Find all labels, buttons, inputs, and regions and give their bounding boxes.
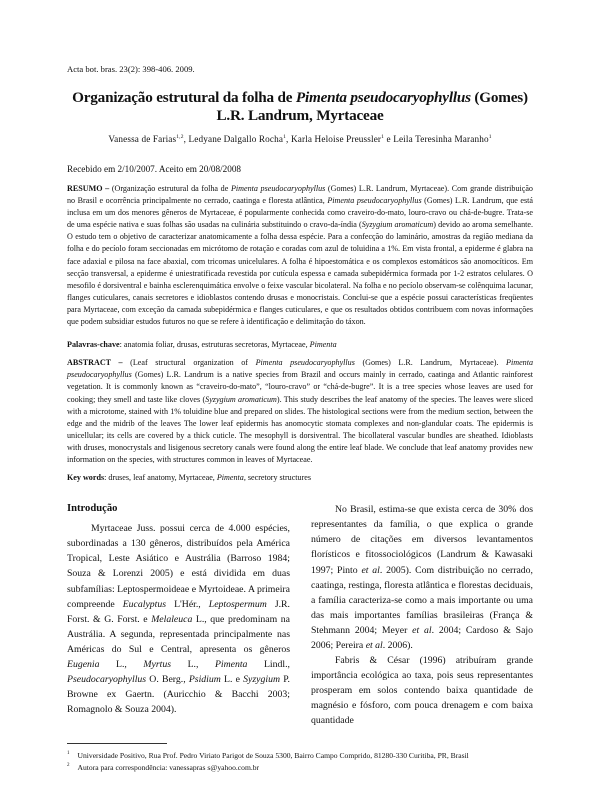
body-column-left [67,521,290,717]
separator: , [286,134,291,144]
text-run: Pimenta [309,340,337,350]
key-words [67,472,533,484]
author-affiliation: 1,2 [176,133,184,140]
text-run: (Gomes) L.R. Landrum, que está inclusa em um dos menores gêneros de Myrtaceae, é popularmente conhecida como craveiro-do-mato, louro-cravo ou chá-de-bugre. Trata-se de uma espécie nativa e suas folhas são usadas na culinária substituindo o cravo-da-índia ( [67,196,534,230]
text-run: L'Hér., [166,598,209,610]
text-run: Myrtus [143,659,172,670]
text-run: ). This study describes the leaf anatomy of the species. The leaves were sliced with a microtome, stained with 1% toluidine blue and prepared on slides. The histological sections were from the medium section, between the edge and the midrib of the leaves The lower leaf epidermis has anomocytic stomata complexes and non-glandular coats. The epidermis is unicellular; its cells are covered by a thick cuticle. The mesophyll is dorsiventral. The bicollateral vascular bundles are sheathed. Idioblasts with druses, monocrystals and lisigenous secretory canals were found along the entire leaf blade. We conclude that leaf anatomy provides new information on the species, with structures common in leaves of Myrtaceae. [67,394,533,464]
footnote-marker: 1 [67,751,70,757]
separator: , [183,134,189,144]
text-run: O. Berg., [146,674,189,686]
footnote-2 [67,762,533,774]
text-run: , secretory structures [243,473,312,483]
text-run: et al [361,564,380,576]
footnote-marker: 2 [67,763,70,769]
section-heading-introducao: Introdução [67,503,118,515]
author-list [40,133,560,145]
text-run: J.R. Forst. & G. Forst. e [67,598,290,625]
journal-citation: Acta bot. bras. 23(2): 398-406. 2009. [67,64,195,74]
text-run: Syzygium aromaticum [205,394,277,404]
paper-title [40,89,560,125]
text-run: Myrtaceae Juss. possui cerca de 4.000 espécies, subordinadas a 130 gêneros, distribuídos pela América Tropical, Leste Asiático e Austrália (Barroso 1984; Souza & Lorenzi 2005) e está dividida em duas subfamílias: Leptospermoideae e Myrtoideae. A primeira compreende [67,523,290,610]
text-run: ) devido ao aroma semelhante. O estudo tem o objetivo de caracterizar anatomicamente a folha dessa espécie. Para a confecção do laminário, amostras da região mediana da folha e do pecíolo foram seccionadas em micrótomo de rotação e coradas com azul de toluidina a 1%. Em vista frontal, a epiderme é glabra na face adaxial e pilosa na face abaxial, com tricomas unicelulares. A folha é hipoestomática e os complexos estomáticos são anomocíticos. Em secção transversal, a epiderme é uniestratificada revestida por cutícula espessa e camada subepidérmica formada por 1-2 estratos celulares. O mesofilo é dorsiventral e bainha esclerenquimática envolve o feixe vascular bicolateral. Na folha e no pecíolo observam-se colênquima lacunar, flanges cuticulares, canais secretores e idioblastos contendo drusas e monocristais. Conclui-se que a espécie possui características freqüentes para Myrtaceae, com exceção da camada subepidérmica e flanges cuticulares, e que os resultados obtidos contribuem com novas informações que podem subsidiar estudos futuros no que se refere à identificação e delimitação do táxon. [67,220,533,327]
paragraph [311,653,533,728]
text-run: No Brasil, estima-se que exista cerca de 30% dos representantes da família, o que explica o grande número de citações em diversos levantamentos florísticos e fitossociológicos (Landrum & Kawasaki 1997; Pinto [311,504,533,576]
text-run: L., [171,659,215,670]
paragraph [311,502,533,653]
text-run: (Organização estrutural da folha de [111,184,231,193]
text-run: (Gomes) L.R. Landrum is a native species from Brazil and occurs mainly in cerrado, caatinga and Atlantic rainforest vegetation. It is commonly known as “craveiro-do-mato”, “louro-cravo” or “chá-de-bugre”. It is a tree species whose leaves are used for cooking; they smell and taste like cloves ( [67,370,533,404]
text-run: Fabris & César (1996) atribuíram grande importância ecológica ao taxa, pois seus representantes prosperam em solos contendo baixa quantidade de magnésio e fósforo, com pouca drenagem e com baixa quantidade [311,655,533,727]
footnote-divider [67,743,167,744]
palavras-chave [67,339,533,351]
text-run: (Gomes) L.R. Landrum, Myrtaceae). [354,358,507,368]
text-run: Eucalyptus [122,598,167,610]
author: Karla Heloise Preussler [290,134,382,144]
author-affiliation: 1 [381,133,385,140]
text-run: Key words [67,473,105,483]
footnote-1 [67,750,533,762]
text-run: et al [365,640,383,651]
text-run: (Gomes) L.R. Landrum, Myrtaceae). Com grande distribuição no Brasil e ocorrência principalmente no cerrado, caatinga e floresta atlântica, [67,184,533,206]
text-run: Leptospermum [208,598,267,610]
text-run: Pimenta pseudocaryophyllus [327,196,422,206]
text-run: : anatomia foliar, drusas, estruturas secretoras, Myrtaceae, [119,340,310,350]
text-run: Pimenta pseudocaryophyllus [230,184,326,193]
text-run: (Gomes) [470,89,528,106]
body-column-right [311,502,533,728]
text-run: . 2005). Com distribuição no cerrado, caatinga, restinga, floresta atlântica e florestas deciduais, a família caracteriza-se como a mais importante ou uma das mais importantes famílias brasileiras (França & Stehmann 2004; Meyer [311,564,533,636]
text-run: RESUMO – [67,184,112,193]
text-run: (Leaf structural organization of [130,358,256,368]
text-run: Lindl., [247,659,290,670]
title-line-2: L.R. Landrum, Myrtaceae [216,107,384,124]
text-run: Syzygium [243,674,280,686]
author: Leila Teresinha Maranho [393,134,489,144]
text-run: Syzygium aromaticum [361,220,434,230]
text-run: . 2006). [382,640,413,651]
received-date: Recebido em 2/10/2007. Aceito em 20/08/2008 [67,164,242,174]
author-affiliation: 1 [283,133,287,140]
text-run: Pimenta [216,473,244,483]
text-run: L., que predominam na Austrália. A segunda, representada principalmente nas Américas do Sul e Central, apresenta os gêneros [67,613,290,655]
text-run: Pimenta pseudocaryophyllus [67,358,534,380]
text-run: L., [99,659,144,670]
text-run: : druses, leaf anatomy, Myrtaceae, [104,473,217,483]
text-run: . 2004; Cardoso & Sajo 2006; Pereira [311,624,533,651]
text-run: Pimenta pseudocaryophyllus [295,89,471,106]
author: Ledyane Dalgallo Rocha [188,134,284,144]
text-run: Psidium [188,674,221,686]
text-run: Palavras-chave [67,340,120,350]
text-run: Eugenia [67,659,100,670]
separator: e [384,134,394,144]
text-run: Pseudocaryophyllus [67,674,147,686]
text-run: Pimenta pseudocaryophyllus [255,358,355,368]
author-affiliation: 1 [488,133,492,140]
author: Vanessa de Farias [108,134,177,144]
text-run: et al [412,624,432,636]
footnote-text: Universidade Positivo, Rua Prof. Pedro Viriato Parigot de Souza 5300, Bairro Campo Comprido, 81280-330 Curitiba, PR, Brasil [77,750,469,760]
text-run: Organização estrutural da folha de [72,89,296,106]
text-run: L. e [220,674,244,686]
resumo-paragraph [67,183,533,328]
abstract-paragraph [67,357,533,466]
text-run: Melaleuca [151,613,193,625]
title-line-1 [72,89,528,106]
text-run: ABSTRACT – [67,358,131,368]
text-run: P. Browne ex Gaertn. (Auricchio & Bacchi 2003; Romagnolo & Souza 2004). [67,674,290,716]
footnote-text: Autora para correspondência: vanessapras s@yahoo.com.br [77,762,260,772]
paragraph [67,521,290,717]
text-run: Pimenta [214,659,248,670]
